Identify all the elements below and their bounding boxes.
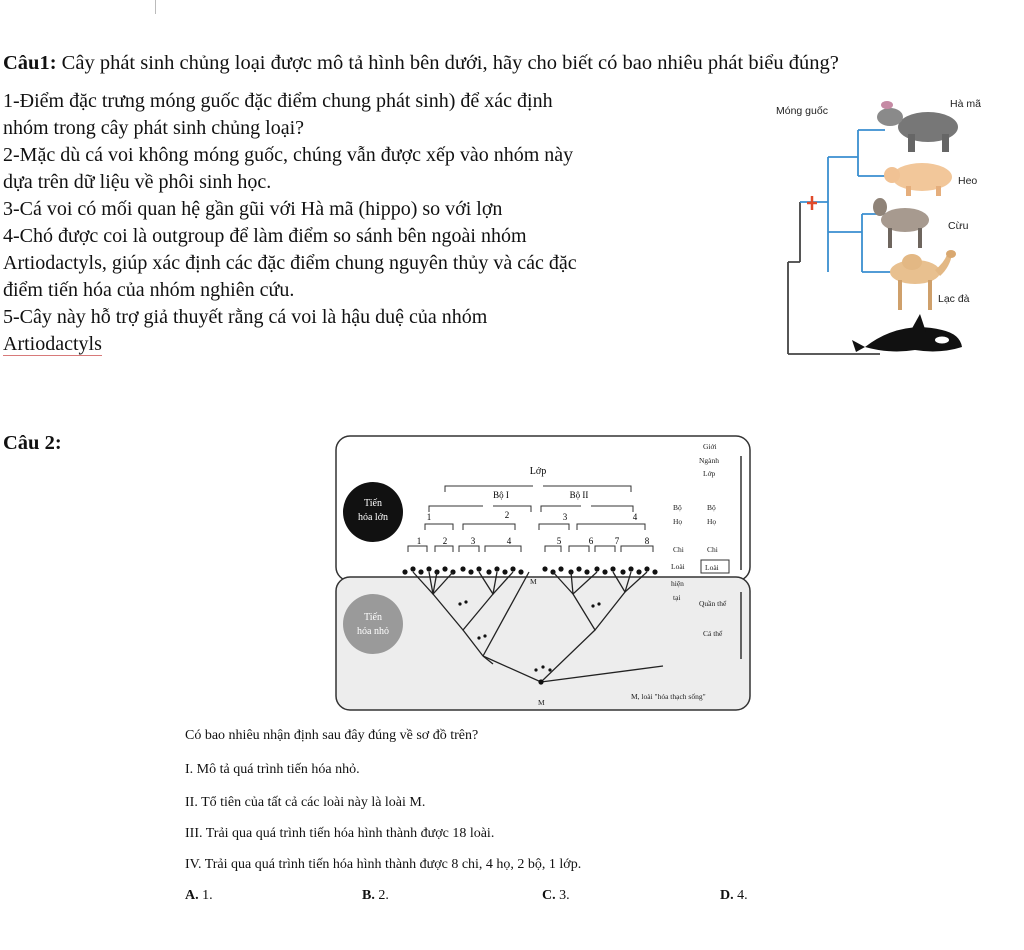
statement-line: 3-Cá voi có mối quan hệ gần gũi với Hà mã (hippo) so với lợn (3, 198, 503, 220)
order-label-2: Bộ II (569, 490, 589, 500)
statement-line: điểm tiến hóa của nhóm nghiên cứu. (3, 279, 295, 301)
class-label: Lớp (529, 466, 547, 477)
answer-letter: D. (720, 888, 734, 903)
rank-label-order: Bộ (673, 503, 682, 512)
question2-statement: III. Trải qua quá trình tiến hóa hình thành được 18 loài. (185, 826, 495, 841)
rank-label-class: Lớp (703, 469, 716, 478)
tree-label-hooves: Móng guốc (776, 105, 828, 117)
fossil-species-label: M, loài "hóa thạch sống" (631, 692, 706, 701)
statement-line: 4-Chó được coi là outgroup để làm điểm so sánh bên ngoài nhóm (3, 225, 527, 247)
question2-statement: I. Mô tả quá trình tiến hóa nhỏ. (185, 762, 360, 777)
statement-line: 5-Cây này hỗ trợ giả thuyết rằng cá voi là hậu duệ của nhóm (3, 306, 488, 328)
rank-label-living: tại (673, 593, 681, 602)
answer-option-c[interactable] (542, 888, 570, 904)
rank-label-order: Bộ (707, 503, 716, 512)
genus-label: 1 (416, 536, 422, 546)
statement-line: nhóm trong cây phát sinh chủng loại? (3, 117, 305, 139)
genus-label: 4 (506, 536, 512, 546)
tree-label-sheep: Cừu (948, 220, 969, 232)
tree-label-pig: Heo (958, 175, 978, 187)
micro-evolution-circle (343, 594, 403, 654)
answer-letter: C. (542, 888, 556, 903)
answer-option-a[interactable] (185, 888, 213, 904)
question1-label: Câu1: (3, 52, 57, 74)
rank-label-population: Quần thể (699, 599, 727, 608)
order-label-1: Bộ I (493, 490, 509, 500)
question1-title (3, 52, 839, 75)
evolution-diagram (333, 434, 758, 714)
top-divider (155, 0, 156, 14)
family-label: 4 (632, 512, 638, 522)
species-m1-label: M (530, 577, 537, 586)
statement-line: 2-Mặc dù cá voi không móng guốc, chúng vẫn được xếp vào nhóm này (3, 144, 574, 166)
tree-label-camel: Lạc đà (938, 293, 970, 305)
family-label: 1 (426, 512, 432, 522)
macro-label-line1: Tiến (364, 498, 382, 509)
rank-label-living: hiện (671, 579, 684, 588)
rank-label-genus: Chi (673, 545, 684, 554)
answer-text: 4. (737, 888, 748, 903)
question1-prompt: Cây phát sinh chủng loại được mô tả hình bên dưới, hãy cho biết có bao nhiêu phát biểu đúng? (61, 52, 839, 74)
answer-option-d[interactable] (720, 888, 748, 904)
rank-label-family: Họ (707, 517, 717, 526)
rank-label-species-box: Loài (705, 563, 719, 572)
rank-label-family: Họ (673, 517, 683, 526)
answer-letter: B. (362, 888, 375, 903)
tree-label-hippo: Hà mã (950, 98, 981, 110)
statement-line: 1-Điểm đặc trưng móng guốc đặc điểm chung phát sinh) để xác định (3, 90, 553, 112)
genus-label: 6 (588, 536, 594, 546)
answer-letter: A. (185, 888, 199, 903)
question2-prompt: Có bao nhiêu nhận định sau đây đúng về sơ đồ trên? (185, 728, 479, 743)
species-m-root-label: M (538, 698, 545, 707)
genus-label: 5 (556, 536, 562, 546)
statement-line: dựa trên dữ liệu về phôi sinh học. (3, 171, 272, 193)
family-label: 3 (562, 512, 568, 522)
genus-label: 8 (644, 536, 650, 546)
answer-option-b[interactable] (362, 888, 389, 904)
whale-icon (852, 314, 962, 352)
macro-label-line2: hóa lớn (357, 512, 389, 523)
rank-label-species: Loài (671, 562, 685, 571)
answer-text: 1. (202, 888, 213, 903)
question2-statement: IV. Trải qua quá trình tiến hóa hình thành được 8 chi, 4 họ, 2 bộ, 1 lớp. (185, 857, 582, 872)
rank-label-phylum: Ngành (699, 456, 719, 465)
sheep-icon (873, 198, 929, 248)
answer-text: 3. (559, 888, 570, 903)
answer-text: 2. (378, 888, 389, 903)
genus-label: 7 (614, 536, 620, 546)
question2-label: Câu 2: (3, 432, 62, 454)
rank-label-kingdom: Giới (703, 442, 717, 451)
rank-label-genus: Chi (707, 545, 718, 554)
genus-label: 3 (470, 536, 476, 546)
question2-statement: II. Tổ tiên của tất cả các loài này là loài M. (185, 795, 426, 810)
statement-line-underlined: Artiodactyls (3, 333, 102, 355)
micro-label-line1: Tiến (364, 612, 382, 623)
micro-label-line2: hóa nhỏ (357, 626, 389, 637)
statement-line: Artiodactyls, giúp xác định các đặc điểm chung nguyên thủy và các đặc (3, 252, 577, 274)
genus-label: 2 (442, 536, 448, 546)
phylogenetic-tree (770, 92, 990, 362)
pig-icon (884, 163, 952, 196)
question1-statements (3, 88, 673, 358)
family-label: 2 (504, 510, 510, 520)
rank-label-individual: Cá thể (703, 629, 723, 638)
hippo-icon (877, 101, 958, 152)
